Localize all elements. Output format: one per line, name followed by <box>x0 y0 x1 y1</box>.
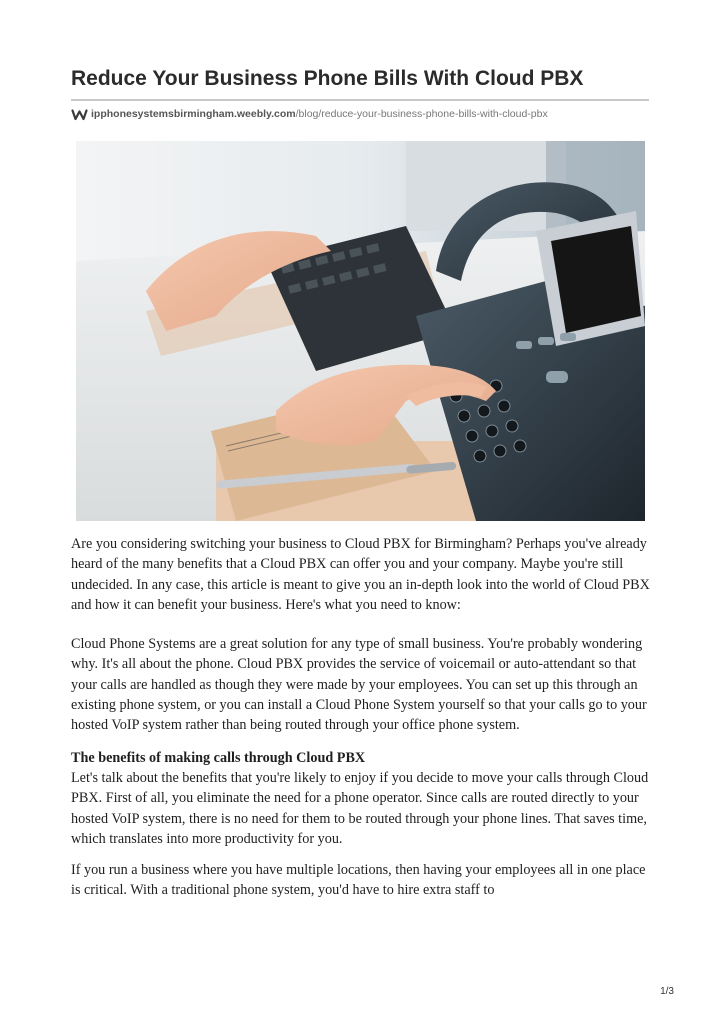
section-heading-benefits: The benefits of making calls through Cloud PBX <box>71 749 366 766</box>
page-title: Reduce Your Business Phone Bills With Cloud PBX <box>71 67 584 90</box>
source-domain-link[interactable]: ipphonesystemsbirmingham.weebly.com <box>91 108 296 120</box>
title-divider <box>71 99 649 101</box>
weebly-w-icon <box>71 108 88 121</box>
paragraph-multiple-locations: If you run a business where you have multiple locations, then having your employees all in one place is critical. With a traditional phone system, you'd have to hire extra staff to <box>71 862 646 899</box>
source-path-link[interactable]: /blog/reduce-your-business-phone-bills-with-cloud-pbx <box>295 108 548 120</box>
source-line <box>71 106 548 122</box>
paragraph-intro: Are you considering switching your business to Cloud PBX for Birmingham? Perhaps you've already heard of the many benefits that a Cloud PBX can offer you and your company. Maybe you're still undecided. In any case, this article is meant to give you an in-depth look into the world of Cloud PBX and how it can benefit your business. Here's what you need to know: <box>71 536 650 613</box>
paragraph-benefits: Let's talk about the benefits that you're likely to enjoy if you decide to move your calls through Cloud PBX. First of all, you eliminate the need for a phone operator. Since calls are routed directly to your hosted VoIP system, there is no need for them to be routed through your phone lines. That saves time, which translates into more productivity for you. <box>71 769 649 847</box>
article-body <box>71 534 651 901</box>
article-hero-image <box>76 141 645 521</box>
paragraph-cloud-phone-systems: Cloud Phone Systems are a great solution for any type of small business. You're probably wondering why. It's all about the phone. Cloud PBX provides the service of voicemail or auto-attendant so that your calls are handled as though they were made by your employees. You can set up this through an existing phone system, or you can install a Cloud Phone System yourself so that your calls go to your hosted VoIP system rather than being routed through your office phone system. <box>71 636 647 734</box>
page-number: 1/3 <box>660 986 674 997</box>
